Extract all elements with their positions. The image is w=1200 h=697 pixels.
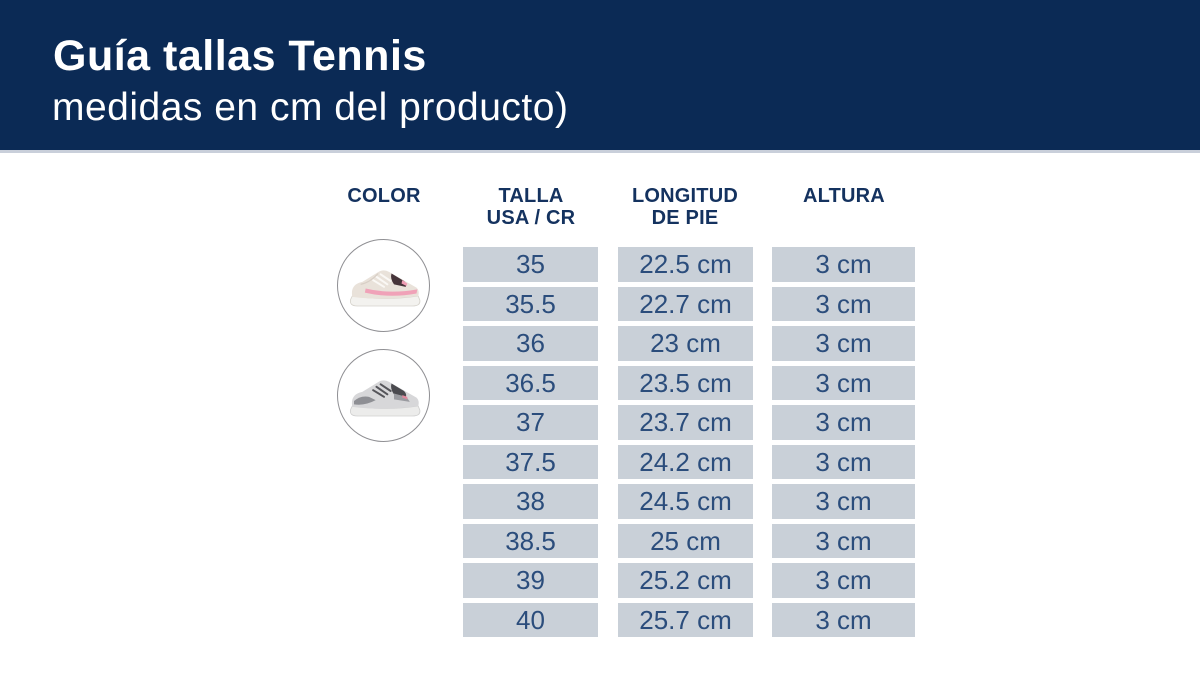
talla-cell: 38.5 [463, 524, 598, 559]
longitud-cell: 23.7 cm [618, 405, 753, 440]
table-row [0, 484, 1200, 519]
talla-cell: 36.5 [463, 366, 598, 401]
talla-cell: 35 [463, 247, 598, 282]
column-header-talla-line1: TALLA [498, 185, 564, 207]
table-row [0, 247, 1200, 282]
longitud-cell: 25 cm [618, 524, 753, 559]
column-header-talla-line2: USA / CR [486, 207, 576, 229]
altura-cell: 3 cm [772, 445, 915, 480]
table-row [0, 524, 1200, 559]
column-header-longitud-line1: LONGITUD [631, 185, 739, 207]
longitud-cell: 24.5 cm [618, 484, 753, 519]
column-header-longitud-line2: DE PIE [651, 207, 719, 229]
longitud-cell: 25.7 cm [618, 603, 753, 638]
altura-cell: 3 cm [772, 405, 915, 440]
column-header-longitud [605, 185, 765, 229]
altura-cell: 3 cm [772, 603, 915, 638]
table-row [0, 326, 1200, 361]
longitud-cell: 22.5 cm [618, 247, 753, 282]
column-header-color [304, 185, 464, 207]
page-title: Guía tallas Tennis [53, 32, 427, 80]
table-row [0, 366, 1200, 401]
header-band [0, 0, 1200, 153]
table-row [0, 445, 1200, 480]
column-header-altura [764, 185, 924, 207]
column-header-color-line1: COLOR [347, 185, 421, 207]
talla-cell: 38 [463, 484, 598, 519]
altura-cell: 3 cm [772, 287, 915, 322]
longitud-cell: 25.2 cm [618, 563, 753, 598]
table-row [0, 287, 1200, 322]
column-header-altura-line1: ALTURA [803, 185, 885, 207]
longitud-cell: 23 cm [618, 326, 753, 361]
talla-cell: 36 [463, 326, 598, 361]
talla-cell: 37 [463, 405, 598, 440]
table-row [0, 603, 1200, 638]
altura-cell: 3 cm [772, 484, 915, 519]
table-row [0, 563, 1200, 598]
size-table [0, 247, 1200, 642]
longitud-cell: 22.7 cm [618, 287, 753, 322]
talla-cell: 35.5 [463, 287, 598, 322]
page-subtitle: medidas en cm del producto) [52, 86, 569, 129]
column-header-talla [451, 185, 611, 229]
altura-cell: 3 cm [772, 326, 915, 361]
talla-cell: 39 [463, 563, 598, 598]
talla-cell: 40 [463, 603, 598, 638]
altura-cell: 3 cm [772, 524, 915, 559]
talla-cell: 37.5 [463, 445, 598, 480]
altura-cell: 3 cm [772, 366, 915, 401]
longitud-cell: 24.2 cm [618, 445, 753, 480]
altura-cell: 3 cm [772, 563, 915, 598]
longitud-cell: 23.5 cm [618, 366, 753, 401]
altura-cell: 3 cm [772, 247, 915, 282]
table-row [0, 405, 1200, 440]
